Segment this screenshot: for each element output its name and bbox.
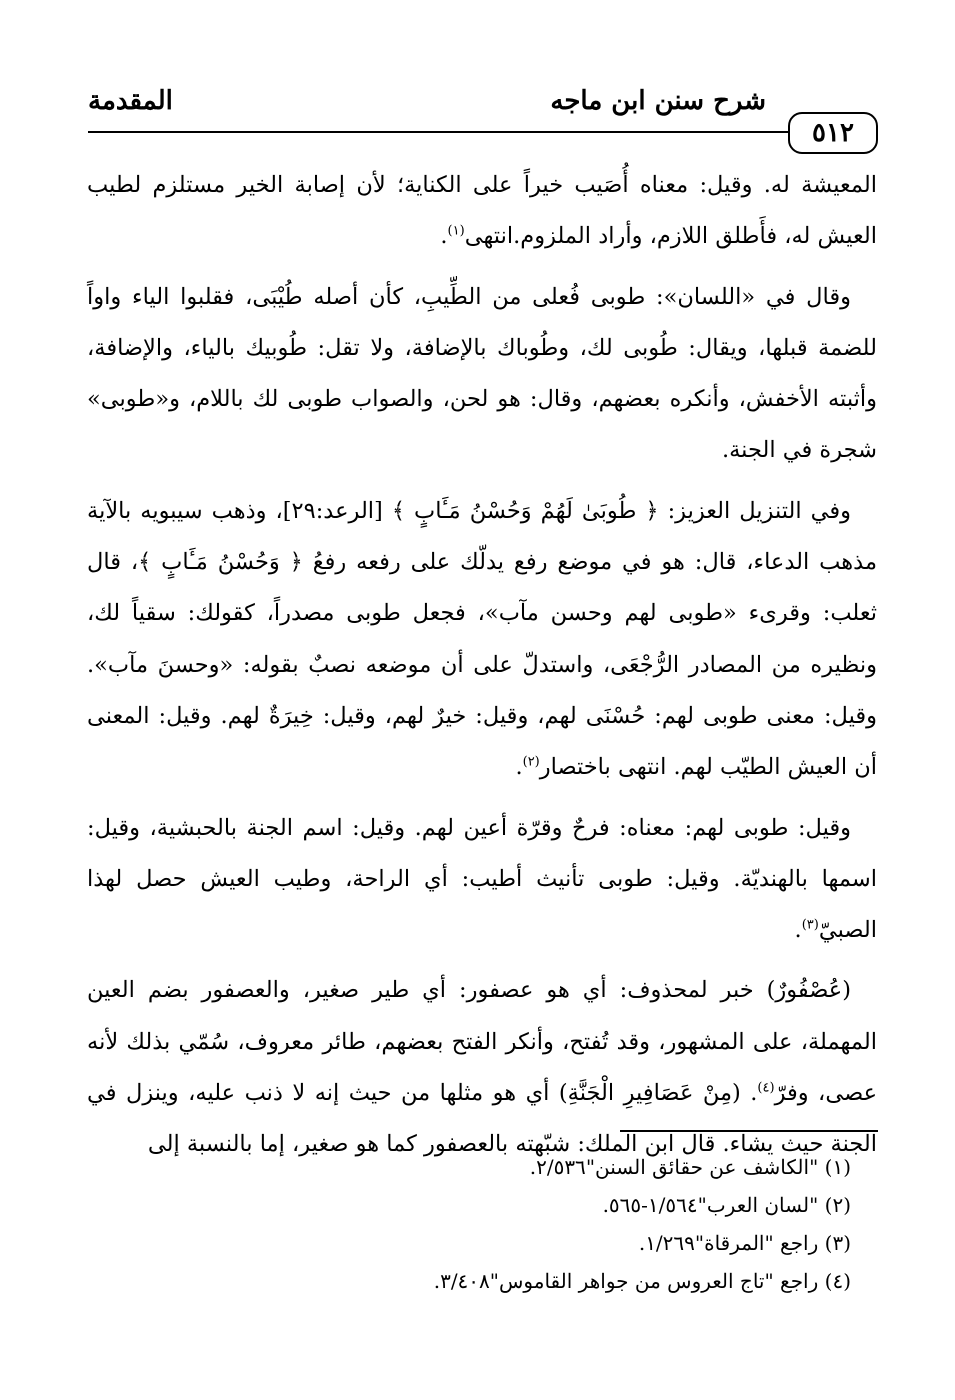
footnote-ref: (٢) bbox=[522, 754, 540, 770]
footnote: (٤) راجع "تاج العروس من جواهر القاموس"٣/٤٠٨. bbox=[433, 1269, 851, 1293]
paragraph-text: وفي التنزيل العزيز: ﴿ طُوبَىٰ لَهُمْ وَحُسْنُ مَـَٔابٍ ﴾ [الرعد:٢٩]، وذهب سيبويه بالآية مذهب الدعاء، قال: هو في موضع رفع يدلّك على رفعه رفعُ ﴿ وَحُسْنُ مَـَٔابٍ ﴾، قال ثعلب: وقرىء «طوبى لهم وحسن مآب»، فجعل طوبى مصدراً، كقولك: سقياً لك، ونظيره من المصادر الرُّجْعَى، واستدلّ على أن موضعه نصبٌ بقوله: «وحسنَ مآب». وقيل: معنى طوبى لهم: حُسْنَى لهم، وقيل: خيرٌ لهم، وقيل: خِيرَةٌ لهم. وقيل: المعنى أن العيش الطيّب لهم. انتهى باختصار bbox=[87, 497, 877, 781]
section-title: المقدمة bbox=[88, 86, 173, 116]
footnote: (١) "الكاشف عن حقائق السنن"٢/٥٣٦. bbox=[529, 1155, 851, 1179]
page-header bbox=[88, 86, 878, 126]
paragraph: وفي التنزيل العزيز: ﴿ طُوبَىٰ لَهُمْ وَحُسْنُ مَـَٔابٍ ﴾ [الرعد:٢٩]، وذهب سيبويه بالآية مذهب الدعاء، قال: هو في موضع رفع يدلّك على رفعه رفعُ ﴿ وَحُسْنُ مَـَٔابٍ ﴾، قال ثعلب: وقرىء «طوبى لهم وحسن مآب»، فجعل طوبى مصدراً، كقولك: سقياً لك، ونظيره من المصادر الرُّجْعَى، واستدلّ على أن موضعه نصبٌ بقوله: «وحسنَ مآب». وقيل: معنى طوبى لهم: حُسْنَى لهم، وقيل: خيرٌ لهم، وقيل: خِيرَةٌ لهم. وقيل: المعنى أن العيش الطيّب لهم. انتهى باختصار$^{(٢)}$. bbox=[87, 497, 877, 781]
paragraph: المعيشة له. وقيل: معناه أُصَيب خيراً على الكناية؛ لأن إصابة الخير مستلزم لطيب العيش له، فأَطلق اللازم، وأراد الملزوم.انتهى$^{(١)}$. bbox=[87, 172, 877, 250]
paragraph bbox=[87, 272, 877, 477]
footnote-rule bbox=[620, 1130, 878, 1132]
footnote: (٣) راجع "المرقاة"١/٢٦٩. bbox=[638, 1231, 851, 1255]
paragraph-text: وقيل: طوبى لهم: معناه: فرحٌ وقرّة أعين لهم. وقيل: اسم الجنة بالحبشية، وقيل: اسمها بالهنديّة. وقيل: طوبى تأنيث أطيب: أي الراحة، وطيب العيش حصل لهذا الصبيّ bbox=[87, 814, 877, 944]
footnotes bbox=[91, 1148, 851, 1300]
footnote: (٢) "لسان العرب"١/٥٦٤-٥٦٥. bbox=[602, 1193, 851, 1217]
footnote-ref: (٤) bbox=[757, 1080, 775, 1096]
paragraph-text: وقال في «اللسان»: طوبى فُعلى من الطِّيبِ، كأن أصله طُيْبَى، فقلبوا الياء واواً للضمة قبلها، ويقال: طُوبى لك، وطُوباك بالإضافة، ولا تقل: طُوبيك بالياء، والإضافة، وأثبته الأخفش، وأنكره بعضهم، وقال: هو لحن، والصواب طوبى لك باللام، و«طوبى» شجرة في الجنة. bbox=[87, 283, 877, 464]
footnote-ref: (٣) bbox=[801, 917, 819, 933]
page-number: ٥١٢ bbox=[788, 112, 878, 154]
paragraph-text: (مِنْ عَصَافِيرِ الْجَنَّةِ) أي هو مثلها من حيث إنه لا ذنب عليه، وينزل في الجنة حيث يشاء. قال ابن الملك: شبّهته بالعصفور كما هو صغير، إما بالنسبة إلى bbox=[87, 1080, 877, 1158]
body-text bbox=[87, 160, 877, 1171]
paragraph-text: المعيشة له. وقيل: معناه أُصَيب خيراً على الكناية؛ لأن إصابة الخير مستلزم لطيب العيش له، فأَطلق اللازم، وأراد الملزوم.انتهى bbox=[87, 172, 877, 250]
footnote-ref: (١) bbox=[447, 223, 465, 239]
book-title: شرح سنن ابن ماجه bbox=[550, 86, 766, 116]
paragraph: (عُصْفُورٌ) خبر لمحذوف: أي هو عصفور: أي طير صغير، والعصفور بضم العين المهملة، على المشهور، وقد تُفتح، وأنكر الفتح بعضهم، طائر معروف، سُمّي بذلك لأنه عصى، وفرّ$^{(٤)}$. (مِنْ عَصَافِيرِ الْجَنَّةِ) أي هو مثلها من حيث إنه لا ذنب عليه، وينزل في الجنة حيث يشاء. قال ابن الملك: شبّهته بالعصفور كما هو صغير، إما بالنسبة إلى bbox=[87, 977, 878, 1158]
paragraph: وقيل: طوبى لهم: معناه: فرحٌ وقرّة أعين لهم. وقيل: اسم الجنة بالحبشية، وقيل: اسمها بالهنديّة. وقيل: طوبى تأنيث أطيب: أي الراحة، وطيب العيش حصل لهذا الصبيّ$^{(٣)}$. bbox=[87, 814, 877, 944]
header-rule bbox=[88, 131, 790, 133]
paragraph-text: (عُصْفُورٌ) خبر لمحذوف: أي هو عصفور: أي طير صغير، والعصفور بضم العين المهملة، على المشهور، وقد تُفتح، وأنكر الفتح بعضهم، طائر معروف، سُمّي بذلك لأنه عصى، وفرّ bbox=[87, 977, 878, 1107]
